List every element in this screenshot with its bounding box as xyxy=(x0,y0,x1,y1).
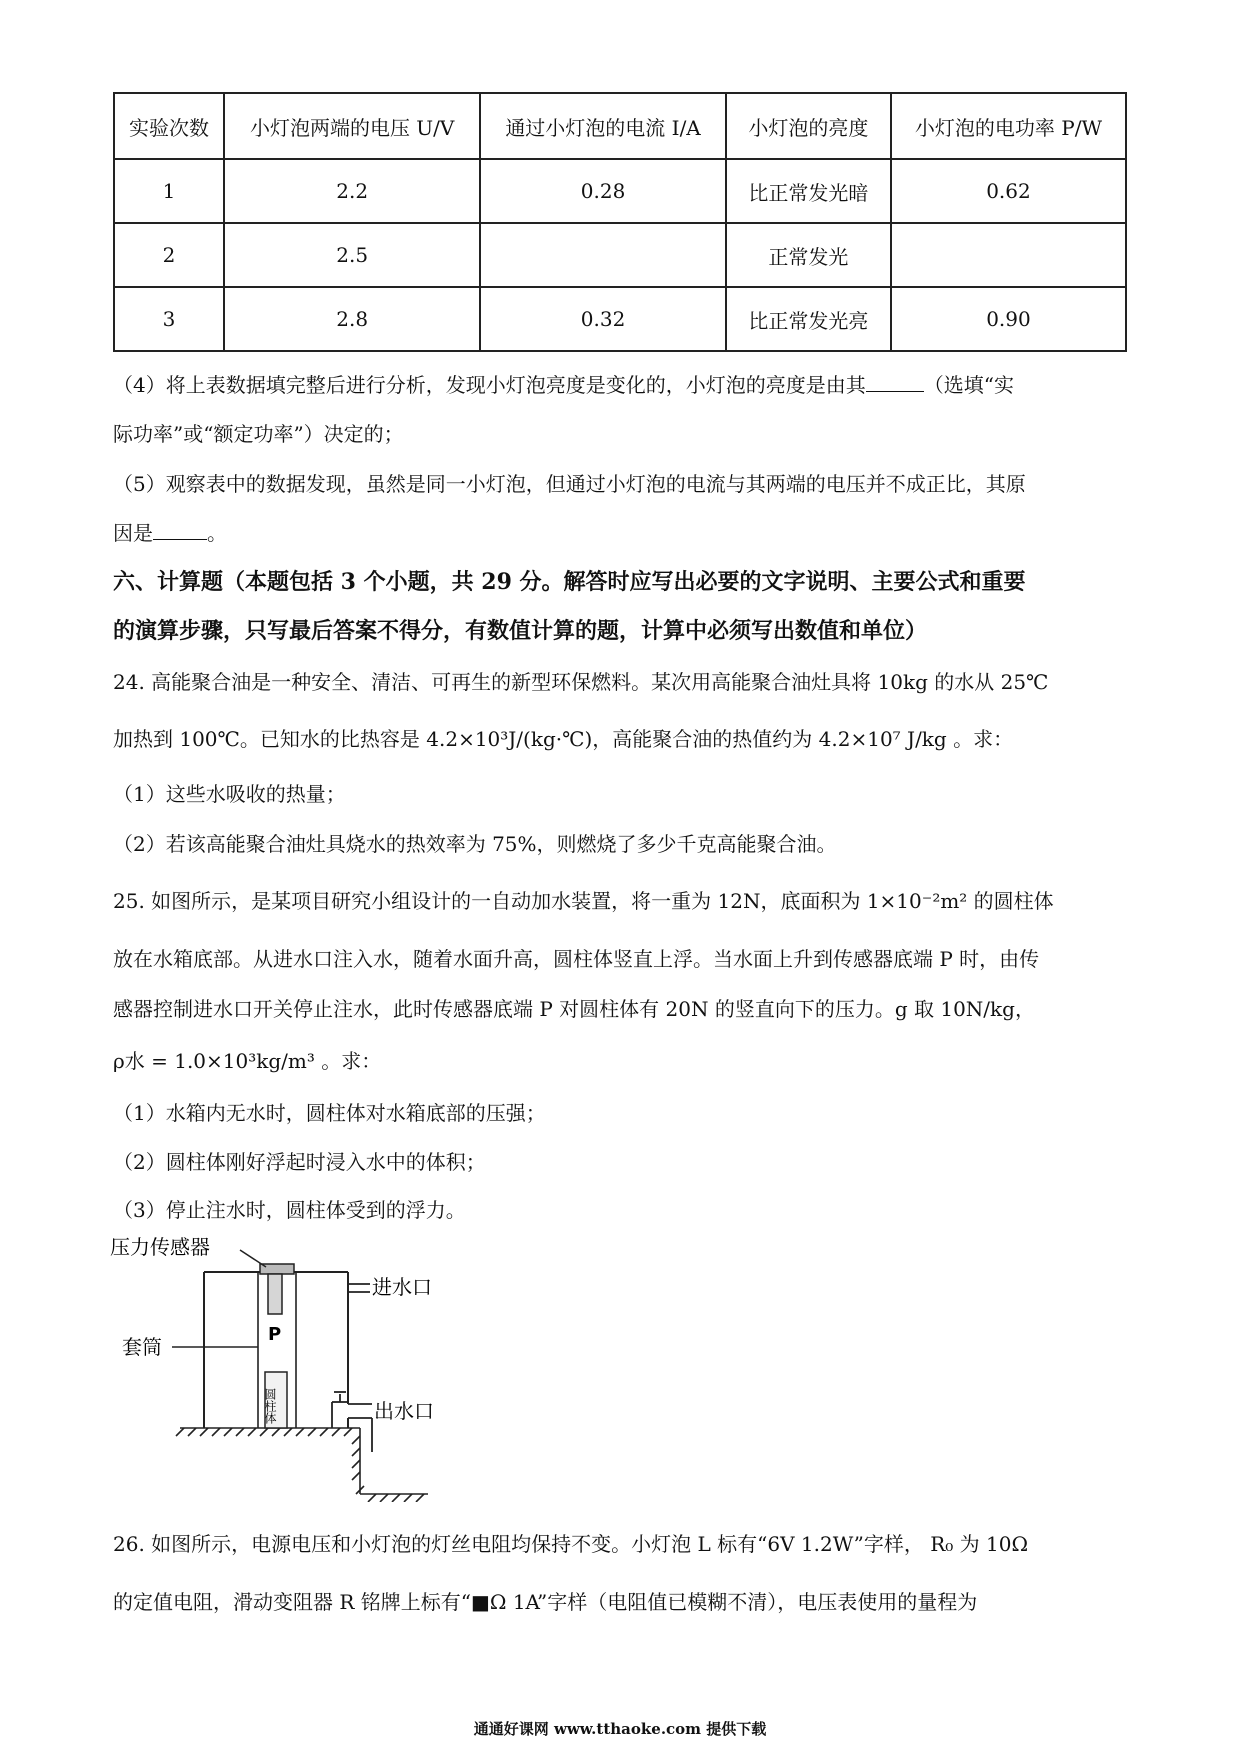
table-cell: 比正常发光亮 xyxy=(726,287,891,351)
q25-sub-3: （3）停止注水时，圆柱体受到的浮力。 xyxy=(113,1198,466,1222)
q25-line-1: 25. 如图所示，是某项目研究小组设计的一自动加水装置，将一重为 12N，底面积为 1×10⁻²m² 的圆柱体 xyxy=(113,889,1054,913)
q24-sub-1: （1）这些水吸收的热量； xyxy=(113,782,346,806)
q25-line-4: ρ水 = 1.0×10³kg/m³ 。求： xyxy=(113,1049,382,1073)
table-cell xyxy=(891,223,1126,287)
table-cell: 1 xyxy=(114,159,224,223)
q26-line-1: 26. 如图所示，电源电压和小灯泡的灯丝电阻均保持不变。小灯泡 L 标有“6V 1.2W”字样， R₀ 为 10Ω xyxy=(113,1532,1029,1556)
section-heading: 六、计算题（本题包括 3 个小题，共 29 分。解答时应写出必要的文字说明、主要公式和重要 xyxy=(113,569,1026,595)
table-header-row xyxy=(114,93,1126,159)
table-cell: 2 xyxy=(114,223,224,287)
q25-line-2: 放在水箱底部。从进水口注入水，随着水面升高，圆柱体竖直上浮。当水面上升到传感器底端 P 时，由传 xyxy=(113,947,1040,971)
q26-line-2: 的定值电阻，滑动变阻器 R 铭牌上标有“■Ω 1A”字样（电阻值已模糊不清），电压表使用的量程为 xyxy=(113,1590,978,1614)
q24-line-1: 24. 高能聚合油是一种安全、清洁、可再生的新型环保燃料。某次用高能聚合油灶具将 10kg 的水从 25℃ xyxy=(113,670,1049,694)
table-cell: 0.32 xyxy=(480,287,726,351)
q4-line-1 xyxy=(113,371,1014,399)
table-cell: 2.5 xyxy=(224,223,480,287)
experiment-table xyxy=(113,92,1127,352)
q4-line-2: 际功率”或“额定功率”）决定的； xyxy=(113,422,404,446)
sensor-leader-line xyxy=(240,1250,266,1267)
answer-blank[interactable] xyxy=(866,371,924,392)
table-row xyxy=(114,159,1126,223)
figure-label: 进水口 xyxy=(372,1275,432,1299)
figure-label: 压力传感器 xyxy=(110,1235,210,1259)
q5-line-1: （5）观察表中的数据发现，虽然是同一小灯泡，但通过小灯泡的电流与其两端的电压并不成正比，其原 xyxy=(113,472,1026,496)
figure-label: 圆柱体 xyxy=(263,1388,277,1424)
q24-line-2: 加热到 100℃。已知水的比热容是 4.2×10³J/(kg·℃)，高能聚合油的热值约为 4.2×10⁷ J/kg 。求： xyxy=(113,727,1014,751)
table-header-cell: 小灯泡两端的电压 U/V xyxy=(224,93,480,159)
q24-sub-2: （2）若该高能聚合油灶具烧水的热效率为 75%，则燃烧了多少千克高能聚合油。 xyxy=(113,832,837,856)
table-cell: 比正常发光暗 xyxy=(726,159,891,223)
table-header-cell: 实验次数 xyxy=(114,93,224,159)
table-cell: 3 xyxy=(114,287,224,351)
figure-label: 套筒 xyxy=(122,1335,162,1359)
figure-label: 出水口 xyxy=(374,1399,434,1423)
q25-sub-1: （1）水箱内无水时，圆柱体对水箱底部的压强； xyxy=(113,1101,546,1125)
section-heading: 的演算步骤，只写最后答案不得分，有数值计算的题，计算中必须写出数值和单位） xyxy=(113,618,928,644)
q5-text: 。 xyxy=(207,521,227,545)
table-header-cell: 小灯泡的亮度 xyxy=(726,93,891,159)
table-cell xyxy=(480,223,726,287)
table-header-cell: 通过小灯泡的电流 I/A xyxy=(480,93,726,159)
q25-line-3: 感器控制进水口开关停止注水，此时传感器底端 P 对圆柱体有 20N 的竖直向下的压力。g 取 10N/kg， xyxy=(113,997,1035,1021)
figure-label: P xyxy=(268,1324,282,1345)
table-cell: 0.62 xyxy=(891,159,1126,223)
page-footer: 通通好课网 www.tthaoke.com 提供下载 xyxy=(473,1720,767,1738)
water-tank-figure xyxy=(110,1232,480,1502)
inlet-pipe xyxy=(348,1284,370,1292)
table-cell: 2.8 xyxy=(224,287,480,351)
table-cell: 正常发光 xyxy=(726,223,891,287)
q4-text: （4）将上表数据填完整后进行分析，发现小灯泡亮度是变化的，小灯泡的亮度是由其 xyxy=(113,373,866,397)
q5-text: 因是 xyxy=(113,521,153,545)
table-row xyxy=(114,223,1126,287)
pressure-sensor xyxy=(260,1264,294,1274)
q5-line-2 xyxy=(113,519,227,547)
ground xyxy=(176,1428,428,1502)
table-row xyxy=(114,287,1126,351)
q4-text: （选填“实 xyxy=(923,373,1014,397)
table-cell: 2.2 xyxy=(224,159,480,223)
table-header-cell: 小灯泡的电功率 P/W xyxy=(891,93,1126,159)
sensor-rod xyxy=(268,1274,282,1314)
table-cell: 0.90 xyxy=(891,287,1126,351)
answer-blank[interactable] xyxy=(153,519,207,540)
q25-sub-2: （2）圆柱体刚好浮起时浸入水中的体积； xyxy=(113,1150,486,1174)
table-cell: 0.28 xyxy=(480,159,726,223)
